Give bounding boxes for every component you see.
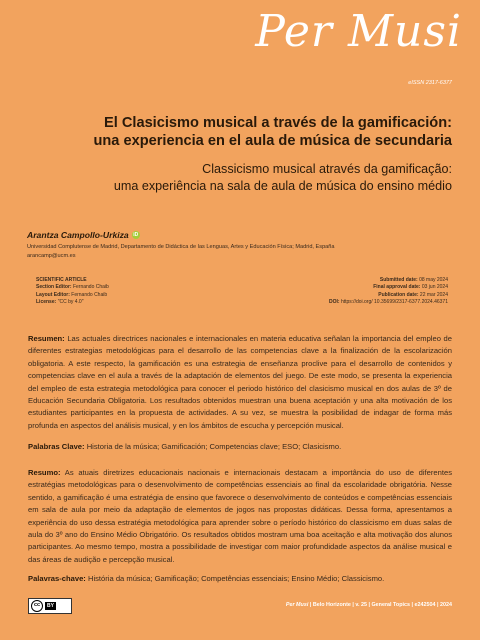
meta-submitted: Submitted date: 08 may 2024	[379, 277, 448, 283]
meta-approval: Final approval date: 03 jun 2024	[373, 284, 448, 291]
title-pt-line-2: uma experiência na sala de aula de música do ensino médio	[113, 179, 452, 193]
cc-icon: cc	[31, 600, 43, 612]
orcid-icon[interactable]: iD	[133, 232, 139, 238]
cc-license-badge[interactable]	[28, 598, 72, 614]
meta-right	[329, 277, 448, 307]
meta-section-editor: Section Editor: Fernando Chaib	[36, 284, 109, 291]
keywords-es-label: Palabras Clave:	[28, 442, 85, 451]
keywords-portuguese	[28, 573, 452, 585]
abstract-es-label: Resumen:	[28, 334, 65, 343]
by-icon: BY	[47, 603, 54, 609]
abstract-pt-label: Resumo:	[28, 468, 61, 477]
title-es-line-2: una experiencia en el aula de música de secundaria	[93, 133, 452, 149]
title-block	[32, 114, 452, 195]
meta-left	[36, 277, 109, 307]
meta-publication: Publication date: 22 mar 2024	[378, 291, 448, 298]
footer-details: | Belo Horizonte | v. 25 | General Topics | e242504 | 2024	[308, 602, 452, 608]
keywords-pt-label: Palavras-chave:	[28, 574, 86, 583]
abstract-es-text: Las actuales directrices nacionales e internacionales en materia educativa señalan la importancia del empleo de diferentes estrategias metodológicas para el desarrollo de las competencias clave a la finalización de la escolarización obligatoria. A este respecto, la gamificación es una estrategia de enseñanza proclive para el desarrollo de contenidos y competencias clave en el aula a través de la adaptación de elementos del juego. De este modo, se presenta la experiencia del empleo de esta estrategia metodológica para conocer el periodo histórico del clasicismo musical en dos aulas de 3º de Educación Secundaria Obligatoria. Los resultados obtenidos muestran una buena aceptación y una alta motivación de los estudiantes participantes en la propuesta de actividades. A su vez, se muestra la posibilidad de indagar de forma más profunda en aspectos del análisis musical, y en los ámbitos de escucha y percepción musical.	[28, 334, 452, 430]
meta-layout-editor: Layout Editor: Fernando Chaib	[36, 291, 108, 298]
author-email[interactable]: arancamp@ucm.es	[27, 253, 76, 259]
title-spanish	[32, 114, 452, 150]
footer-citation	[286, 602, 452, 608]
abstract-spanish	[28, 333, 452, 432]
meta-doi[interactable]: DOI: https://doi.org/ 10.35699/2317-6377.2024.46371	[329, 299, 448, 306]
title-portuguese	[32, 161, 452, 195]
author-name: Arantza Campollo-Urkiza	[27, 230, 129, 240]
meta-article-type: SCIENTIFIC ARTICLE	[36, 277, 87, 283]
abstract-portuguese	[28, 467, 452, 566]
title-es-line-1: El Clasicismo musical a través de la gamificación:	[104, 115, 452, 131]
keywords-pt-text: História da música; Gamificação; Competências essenciais; Ensino Médio; Classicismo.	[87, 574, 385, 583]
journal-logo: Per Musi	[255, 6, 462, 57]
meta-license: License: "CC by 4.0"	[36, 299, 84, 306]
footer-journal: Per Musi	[285, 602, 309, 608]
issn: eISSN 2317-6377	[408, 80, 452, 86]
keywords-es-text: Historia de la música; Gamificación; Competencias clave; ESO; Clasicismo.	[86, 442, 342, 451]
article-meta	[36, 277, 448, 307]
author-block	[27, 230, 457, 259]
abstract-pt-text: As atuais diretrizes educacionais nacionais e internacionais destacam a importância do uso de diferentes estratégias metodológicas para o desenvolvimento de competências essenciais ao final da escolaridade obrigatória. Nesse sentido, a gamificação é uma estratégia de ensino que favorece o desenvolvimento de conteúdos e competências essenciais em sala de aula por meio da adaptação de elementos de jogos nas propostas didáticas. Dessa forma, apresentamos a experiência do uso dessa estratégia metodológica para aprender sobre o período histórico do classicismo em duas salas de aula do 3º ano do Ensino Médio Obrigatório. Os resultados obtidos mostram uma boa aceitação e alta motivação dos alunos participantes. Ao mesmo tempo, mostra a possibilidade de investigar com maior profundidade aspectos da análise musical e das áreas de audição e percepção musical.	[28, 468, 453, 564]
keywords-spanish	[28, 441, 452, 453]
title-pt-line-1: Classicismo musical através da gamificação:	[202, 162, 452, 176]
author-affiliation: Universidad Complutense de Madrid, Departamento de Didáctica de las Lenguas, Artes y Educación Física; Madrid, España	[27, 244, 335, 250]
